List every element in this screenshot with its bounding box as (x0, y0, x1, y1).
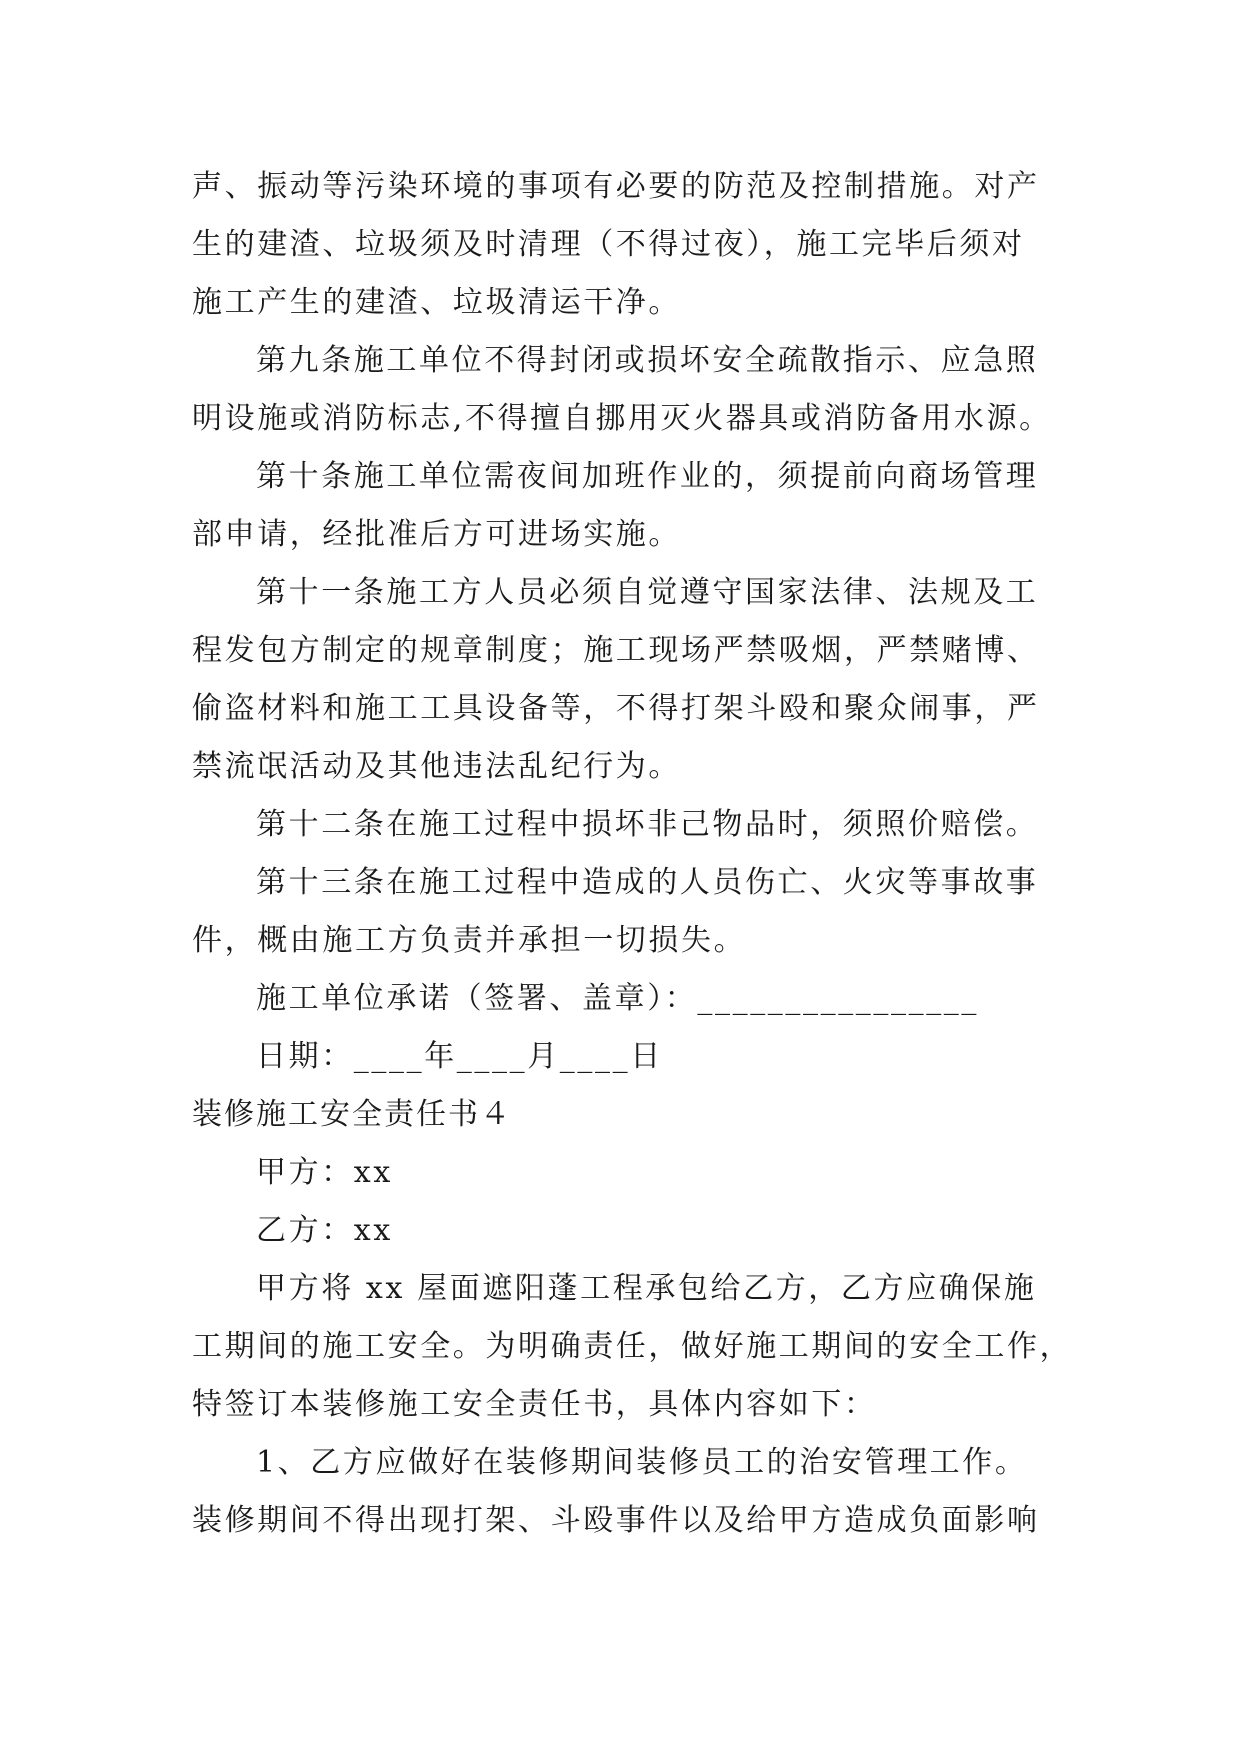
article-10-start: 第十条施工单位需夜间加班作业的，须提前向商场管理 (256, 459, 1039, 494)
text-line: 特签订本装修施工安全责任书，具体内容如下： (192, 1387, 877, 1422)
article-9-start: 第九条施工单位不得封闭或损坏安全疏散指示、应急照 (256, 343, 1039, 378)
text-line: 程发包方制定的规章制度；施工现场严禁吸烟，严禁赌博、 (192, 633, 1040, 668)
article-11-start: 第十一条施工方人员必须自觉遵守国家法律、法规及工 (256, 575, 1039, 610)
clause-1-start: 1、乙方应做好在装修期间装修员工的治安管理工作。 (256, 1445, 1028, 1480)
text-line: 明设施或消防标志,不得擅自挪用灭火器具或消防备用水源。 (192, 401, 1052, 436)
text-line: 生的建渣、垃圾须及时清理（不得过夜），施工完毕后须对 (192, 227, 1025, 262)
text-line: 施工产生的建渣、垃圾清运干净。 (192, 285, 681, 320)
text-line: 部申请，经批准后方可进场实施。 (192, 517, 681, 552)
party-b: 乙方：xx (256, 1213, 393, 1248)
section-title: 装修施工安全责任书４ (192, 1097, 512, 1132)
signature-line: 施工单位承诺（签署、盖章）：________________ (256, 981, 979, 1016)
text-line: 声、振动等污染环境的事项有必要的防范及控制措施。对产 (192, 169, 1040, 204)
text-line: 件，概由施工方负责并承担一切损失。 (192, 923, 747, 958)
date-line: 日期：____年____月____日 (256, 1039, 663, 1074)
text-line: 装修期间不得出现打架、斗殴事件以及给甲方造成负面影响 (192, 1503, 1040, 1538)
text-line: 禁流氓活动及其他违法乱纪行为。 (192, 749, 681, 784)
party-a: 甲方：xx (256, 1155, 393, 1190)
intro-paragraph-start: 甲方将 xx 屋面遮阳蓬工程承包给乙方，乙方应确保施 (256, 1271, 1037, 1306)
text-line: 工期间的施工安全。为明确责任，做好施工期间的安全工作， (192, 1329, 1073, 1364)
article-12: 第十二条在施工过程中损坏非己物品时，须照价赔偿。 (256, 807, 1039, 842)
article-13-start: 第十三条在施工过程中造成的人员伤亡、火灾等事故事 (256, 865, 1039, 900)
text-line: 偷盗材料和施工工具设备等，不得打架斗殴和聚众闹事，严 (192, 691, 1040, 726)
